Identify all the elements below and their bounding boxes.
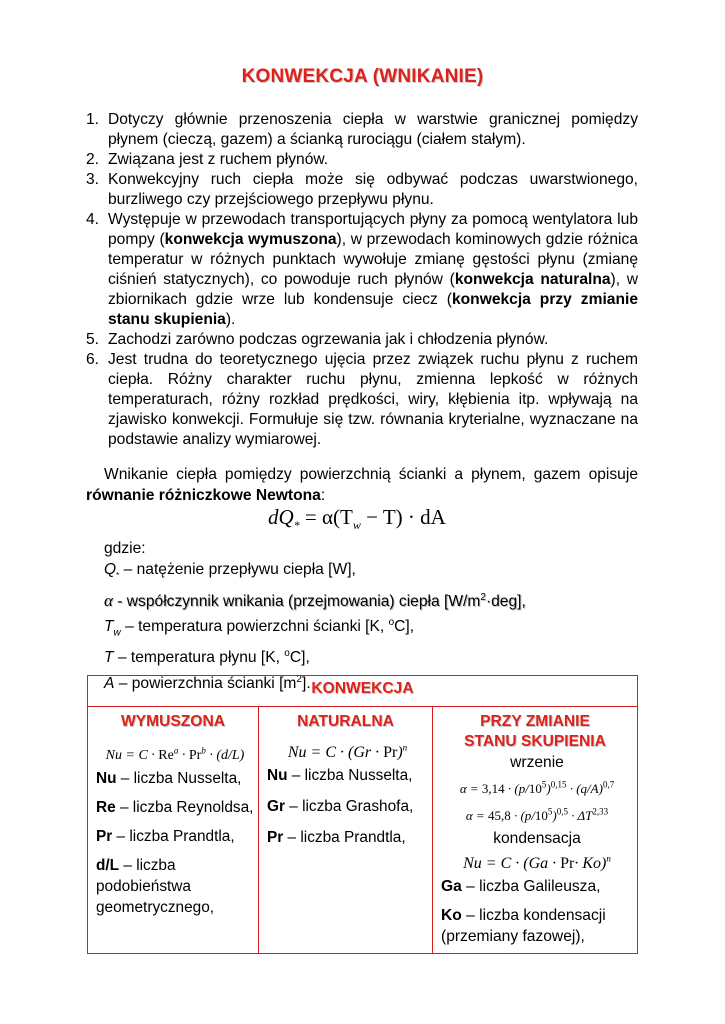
list-item: Pr – liczba Prandtla, [96,827,235,845]
term-phase-change-convection: konwekcja przy zmianie stanu skupienia [108,291,638,328]
list-item: Nu – liczba Nusselta, [96,769,242,787]
list-item: Ko – liczba kondensacji (przemiany fazowej), [441,906,606,945]
list-item: Nu – liczba Nusselta, [267,767,413,785]
definition-t: T – temperatura płynu [K, $^o$C], [104,648,310,667]
list-item: 3. Konwekcyjny ruch ciepła może się odbywać podczas uwarstwionego, burzliwego czy przejściowego przepływu płynu. [86,171,638,208]
newton-paragraph: Wnikanie ciepła pomiędzy powierzchnią ścianki a płynem, gazem opisuje równanie różniczkowe Newtona: [86,466,638,504]
list-item: Ga – liczba Galileusza, [441,877,601,895]
label-boiling: wrzenie [510,754,564,771]
page-title: KONWEKCJA (WNIKANIE) [241,66,484,87]
list-item: 6. Jest trudna do teoretycznego ujęcia przez związek ruchu płynu z ruchem ciepła. Różny charakter ruchu płynu, zmienna lepkość w różnych temperaturach, różny rozkład prędkości, wiry, kłębienia itp. wpływają na zjawisko konwekcji. Formułuje się tzw. równania kryterialne, wyznaczane na podstawie analizy wymiarowej. [86,351,638,448]
formula-natural: $Nu = C \cdot (Gr \cdot Pr)^n$ [287,743,408,762]
list-item: d/L – liczba podobieństwa geometrycznego, [96,856,215,916]
convection-table [87,675,638,954]
definition-a: A – powierzchnia ścianki $[m^2]$. [104,673,311,692]
formula-forced: $Nu = C \cdot Re^a \cdot Pr^b \cdot (d/L)$ [105,745,245,763]
formula-condensation: $Nu = C \cdot (Ga \cdot Pr\cdot Ko)^n$ [463,853,611,872]
formula-boiling-b: $\alpha = 45,8 \cdot (p/10^5)^{0,5} \cdot \Delta T^{2,33}$ [465,806,609,823]
table-header: KONWEKCJA [88,676,637,707]
list-item: 1. Dotyczy głównie przenoszenia ciepła w warstwie granicznej pomiędzy płynem (cieczą, gazem) a ścianką rurociągu (ciałem stałym). [86,111,638,148]
label-condensation: kondensacja [493,829,581,847]
definitions-label: gdzie: [104,540,146,557]
column-phase-change [433,706,637,953]
column-title-natural: NATURALNA [297,713,394,730]
column-title-forced: WYMUSZONA [121,713,225,730]
term-forced-convection: konwekcja wymuszona [164,231,337,248]
newton-equation-term: równanie różniczkowe Newtona [86,487,321,504]
list-item: Gr – liczba Grashofa, [267,798,414,816]
newton-formula: $dQ_* = \alpha(T_w - T)$ · dA [268,505,446,533]
definition-q: $Q_*$ – natężenie przepływu ciepła [W], [104,561,356,581]
list-item: 4. Występuje w przewodach transportujących płyny za pomocą wentylatora lub pompy (konwekcja wymuszona), w przewodach kominowych gdzie różnica temperatur w różnych punktach wywołuje zmianę gęstości płynu (zmianę ciśnień statycznych), co powoduje ruch płynów (konwekcja naturalna), w zbiornikach gdzie wrze lub kondensuje ciecz (konwekcja przy zmianie stanu skupienia). [86,211,638,328]
list-item: Pr – liczba Prandtla, [267,829,406,847]
column-natural [259,706,433,953]
definitions [104,538,644,694]
term-natural-convection: konwekcja naturalna [454,271,611,288]
list-item: 5. Zachodzi zarówno podczas ogrzewania jak i chłodzenia płynów. [86,331,549,348]
points-list [86,110,638,450]
list-item: Re – liczba Reynoldsa, [96,798,254,816]
definition-alpha: α - współczynnik wnikania (przejmowania) ciepła $[W/m^2\cdot deg]$, [104,590,526,610]
column-forced [88,706,259,953]
list-item: 2. Związana jest z ruchem płynów. [86,151,329,168]
column-title-phase-change: PRZY ZMIANIE STANU SKUPIENIA [464,713,606,750]
formula-boiling-a: $\alpha = 3,14 \cdot (p/10^5)^{0,15} \cdot (q/A)^{0,7}$ [459,780,615,797]
definition-tw: $T_w$ – temperatura powierzchni ścianki [K, $^o$C], [104,616,415,639]
